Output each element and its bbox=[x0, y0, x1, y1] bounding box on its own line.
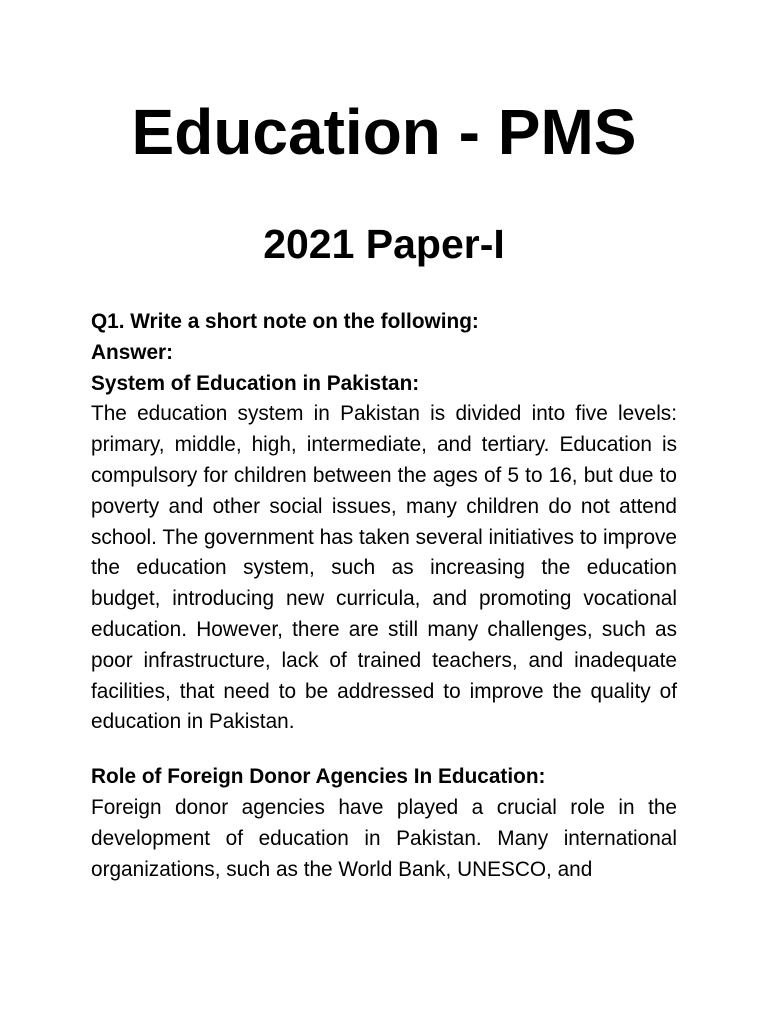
section-foreign-donor-agencies bbox=[91, 762, 677, 885]
section-paragraph: Foreign donor agencies have played a crucial role in the development of education in Pakistan. Many international organizations, such as the World Bank, UNESCO, and bbox=[91, 795, 677, 881]
section-paragraph: The education system in Pakistan is divided into five levels: primary, middle, high, intermediate, and tertiary. Education is compulsory for children between the ages of 5 to 16, but due to poverty and other social issues, many children do not attend school. The government has taken several initiatives to improve the education system, such as increasing the education budget, introducing new curricula, and promoting vocational education. However, there are still many challenges, such as poor infrastructure, lack of trained teachers, and inadequate facilities, that need to be addressed to improve the quality of education in Pakistan. bbox=[91, 402, 677, 734]
section-system-of-education bbox=[91, 369, 677, 739]
section-heading: Role of Foreign Donor Agencies In Education: bbox=[91, 765, 546, 789]
document-subtitle: 2021 Paper-I bbox=[263, 221, 505, 267]
document-title: Education - PMS bbox=[131, 96, 637, 168]
question-text: Q1. Write a short note on the following: bbox=[91, 310, 479, 333]
answer-label: Answer: bbox=[91, 340, 174, 364]
section-heading: System of Education in Pakistan: bbox=[91, 371, 420, 395]
document-content bbox=[91, 307, 677, 885]
paragraph-spacer bbox=[91, 738, 677, 762]
